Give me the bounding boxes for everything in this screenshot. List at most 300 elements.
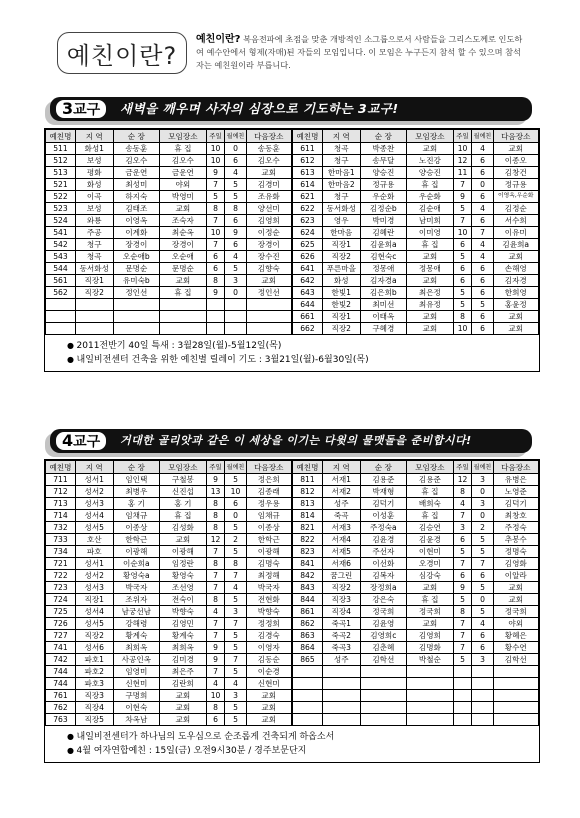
table-cell: 4 [225, 582, 246, 594]
table-row [293, 690, 539, 702]
table-cell: 한희영 [493, 287, 538, 299]
table-cell: 김명숙 [246, 558, 291, 570]
table-cell: 5 [225, 714, 246, 726]
table-cell: 한빛1 [322, 287, 360, 299]
table-cell: 김미경 [160, 654, 207, 666]
table-cell: 561 [46, 275, 76, 287]
table-cell: 성서2 [75, 570, 113, 582]
table-cell: 장경이 [246, 239, 291, 251]
table-cell: 휴 집 [407, 594, 454, 606]
table-cell: 김정순b [360, 203, 407, 215]
table-row [293, 594, 539, 606]
table-cell: 5 [225, 263, 246, 275]
table-row [293, 666, 539, 678]
table-cell: 7 [453, 618, 472, 630]
table-cell: 야외 [493, 618, 538, 630]
table-cell [246, 323, 291, 335]
table-cell: 0 [472, 510, 493, 522]
table-cell: 직장1 [322, 239, 360, 251]
table-cell: 844 [293, 594, 323, 606]
table-cell: 10 [206, 227, 225, 239]
table-cell: 6 [225, 498, 246, 510]
table-cell: 화성 [75, 179, 113, 191]
table-row [293, 251, 539, 263]
table-cell: 6 [225, 155, 246, 167]
table-cell: 정몽애 [407, 263, 454, 275]
table-cell: 이정순 [246, 227, 291, 239]
table-cell: 심강숙 [407, 570, 454, 582]
table-cell [113, 299, 160, 311]
table-cell: 교회 [246, 275, 291, 287]
table-cell: 오순애 [160, 251, 207, 263]
table-cell: 722 [46, 570, 76, 582]
table-cell: 9 [453, 191, 472, 203]
table-cell: 이유미 [493, 227, 538, 239]
table-cell: 김용준 [360, 474, 407, 486]
table-cell [246, 299, 291, 311]
table-row [46, 486, 292, 498]
table-cell: 7 [206, 630, 225, 642]
table-cell: 7 [453, 215, 472, 227]
table-row [293, 498, 539, 510]
table-row [46, 179, 292, 191]
table-cell: 744 [46, 678, 76, 690]
table-cell [493, 690, 538, 702]
table-cell: 541 [46, 227, 76, 239]
table-cell [225, 299, 246, 311]
table-cell: 성서5 [75, 522, 113, 534]
table-cell: 손해영 [493, 263, 538, 275]
table-cell [453, 678, 472, 690]
table-cell [453, 714, 472, 726]
table-cell: 10 [225, 486, 246, 498]
table-cell: 5 [472, 299, 493, 311]
table-cell [293, 714, 323, 726]
table-cell: 5 [225, 594, 246, 606]
table-cell [75, 323, 113, 335]
table-cell: 우순화 [360, 191, 407, 203]
table-cell: 정우용 [246, 498, 291, 510]
table-cell: 513 [46, 167, 76, 179]
column-header: 순 장 [113, 130, 160, 143]
table-cell: 최미선 [360, 299, 407, 311]
table-cell: 724 [46, 594, 76, 606]
section3-table-right [292, 129, 539, 335]
table-cell: 휴 집 [160, 287, 207, 299]
table-cell: 서재5 [322, 546, 360, 558]
table-cell: 10 [206, 155, 225, 167]
table-cell: 교회 [160, 275, 207, 287]
table-cell [322, 690, 360, 702]
table-cell: 황영숙a [113, 570, 160, 582]
table-cell [493, 714, 538, 726]
table-cell: 9 [206, 167, 225, 179]
table-cell: 김윤경 [360, 534, 407, 546]
table-cell: 금운연 [160, 167, 207, 179]
table-cell: 4 [453, 498, 472, 510]
table-row [293, 534, 539, 546]
table-cell: 노영준 [493, 486, 538, 498]
section4-number: 4 [62, 431, 74, 450]
table-row [293, 714, 539, 726]
table-cell: 711 [46, 474, 76, 486]
column-header: 예친명 [293, 461, 323, 474]
table-cell: 이성훈 [360, 510, 407, 522]
table-cell: 7 [453, 642, 472, 654]
table-cell [472, 690, 493, 702]
table-cell: 6 [472, 570, 493, 582]
section4-table-left [45, 460, 292, 726]
column-header: 순 장 [113, 461, 160, 474]
table-cell: 직장3 [322, 594, 360, 606]
table-cell: 7 [206, 666, 225, 678]
table-cell: 박재형 [360, 486, 407, 498]
table-cell: 교회 [246, 167, 291, 179]
column-header: 예친명 [46, 130, 76, 143]
section4-note-1: ● 내일비전센터가 하나님의 도우심으로 순조롭게 건축되게 하옵소서 [67, 730, 539, 744]
table-cell: 761 [46, 690, 76, 702]
table-cell: 622 [293, 203, 323, 215]
table-cell: 정규용 [493, 179, 538, 191]
table-cell: 9 [206, 654, 225, 666]
table-row [293, 215, 539, 227]
table-cell: 5 [225, 191, 246, 203]
table-cell: 5 [453, 287, 472, 299]
table-cell: 교회 [160, 534, 207, 546]
table-cell: 6 [453, 239, 472, 251]
table-cell: 12 [206, 534, 225, 546]
table-cell: 김복자 [360, 570, 407, 582]
column-header: 월예친 [225, 461, 246, 474]
table-cell: 장경이 [160, 239, 207, 251]
table-cell: 8 [453, 311, 472, 323]
table-cell: 죽곡1 [322, 618, 360, 630]
table-header-row [293, 461, 539, 474]
table-row [293, 167, 539, 179]
table-cell [493, 702, 538, 714]
table-cell: 9 [206, 474, 225, 486]
table-cell: 유병은 [493, 474, 538, 486]
column-header: 모임장소 [160, 461, 207, 474]
table-cell: 보성 [75, 155, 113, 167]
table-cell: 7 [225, 570, 246, 582]
table-cell: 직장3 [75, 690, 113, 702]
table-cell: 배희숙 [407, 498, 454, 510]
table-cell: 직장4 [75, 702, 113, 714]
table-cell: 김종래 [246, 486, 291, 498]
table-cell: 이영옥 [113, 215, 160, 227]
table-cell: 교회 [160, 714, 207, 726]
table-cell: 임정란 [160, 558, 207, 570]
table-cell: 성서3 [75, 582, 113, 594]
table-cell: 9 [225, 227, 246, 239]
table-cell: 5 [453, 594, 472, 606]
table-cell: 7 [206, 570, 225, 582]
table-cell: 4 [472, 203, 493, 215]
table-cell [407, 678, 454, 690]
table-cell: 611 [293, 143, 323, 155]
table-cell: 최순옥 [160, 227, 207, 239]
table-cell: 812 [293, 486, 323, 498]
table-row [46, 155, 292, 167]
table-row [46, 534, 292, 546]
column-header: 모임장소 [407, 461, 454, 474]
table-cell: 3 [472, 474, 493, 486]
table-cell: 화성1 [75, 143, 113, 155]
table-row [293, 143, 539, 155]
table-cell [293, 678, 323, 690]
table-cell: 621 [293, 191, 323, 203]
table-cell: 7 [472, 227, 493, 239]
table-cell: 643 [293, 287, 323, 299]
table-cell: 서재3 [322, 522, 360, 534]
section3-note-2: ● 내일비전센터 건축을 위한 예친별 릴레이 기도 : 3월21일(월)-6월30일(목) [67, 353, 539, 367]
table-cell [472, 702, 493, 714]
table-cell: 보성 [75, 203, 113, 215]
table-cell: 한빛2 [322, 299, 360, 311]
table-cell: 9 [206, 287, 225, 299]
table-cell: 763 [46, 714, 76, 726]
table-cell [46, 299, 76, 311]
table-cell: 교회 [493, 311, 538, 323]
table-cell: 김춘혜 [360, 642, 407, 654]
table-row [46, 606, 292, 618]
table-cell: 교회 [493, 594, 538, 606]
table-row [46, 215, 292, 227]
table-cell: 이현미 [407, 546, 454, 558]
table-cell: 0 [472, 594, 493, 606]
table-cell: 꿈그린 [322, 570, 360, 582]
table-cell [322, 666, 360, 678]
table-cell: 휴 집 [160, 510, 207, 522]
table-row [46, 167, 292, 179]
table-cell: 이알라 [493, 570, 538, 582]
table-cell: 유미숙b [113, 275, 160, 287]
table-cell [206, 323, 225, 335]
table-row [46, 690, 292, 702]
table-cell: 황계숙 [113, 630, 160, 642]
column-header: 월예친 [472, 461, 493, 474]
table-cell: 김순애 [407, 203, 454, 215]
table-row [46, 287, 292, 299]
table-cell: 6 [206, 714, 225, 726]
table-cell: 이태옥 [360, 311, 407, 323]
table-cell [293, 666, 323, 678]
table-cell: 문명순 [113, 263, 160, 275]
table-cell: 5 [453, 251, 472, 263]
table-cell: 642 [293, 275, 323, 287]
section4-caption [56, 432, 106, 450]
table-cell [407, 666, 454, 678]
table-cell: 서수희 [493, 215, 538, 227]
table-row [293, 179, 539, 191]
table-cell: 5 [225, 666, 246, 678]
column-header: 월예친 [225, 130, 246, 143]
table-cell: 송동훈 [246, 143, 291, 155]
table-cell: 정국희 [407, 606, 454, 618]
table-cell: 오순애b [113, 251, 160, 263]
section4-note-2: ● 4월 여자연합예친 : 15일(금) 오전9시30분 / 경주보문단지 [67, 744, 539, 758]
table-cell: 성주 [322, 654, 360, 666]
column-header: 지 역 [322, 130, 360, 143]
table-cell: 청곡 [322, 143, 360, 155]
table-cell: 3 [453, 522, 472, 534]
table-cell: 임인택 [113, 474, 160, 486]
table-cell: 5 [225, 546, 246, 558]
table-cell: 주정숙 [493, 522, 538, 534]
table-cell [293, 690, 323, 702]
table-cell: 금운연 [113, 167, 160, 179]
section3-table-left [45, 129, 292, 335]
table-cell: 직장5 [75, 714, 113, 726]
table-cell: 562 [46, 287, 76, 299]
table-cell [472, 714, 493, 726]
table-cell: 3 [225, 606, 246, 618]
table-cell: 한학근 [246, 534, 291, 546]
table-cell: 신현미 [113, 678, 160, 690]
table-cell: 5 [472, 534, 493, 546]
table-cell: 죽곡3 [322, 642, 360, 654]
table-cell: 8 [206, 558, 225, 570]
table-row [293, 239, 539, 251]
table-cell: 543 [46, 251, 76, 263]
table-row [46, 299, 292, 311]
table-cell: 파호1 [75, 654, 113, 666]
table-row [46, 323, 292, 335]
table-row [293, 299, 539, 311]
table-cell: 한마음 [322, 227, 360, 239]
table-cell: 4 [225, 678, 246, 690]
table-cell: 교회 [160, 690, 207, 702]
table-cell: 821 [293, 522, 323, 534]
table-cell: 신진섭 [160, 486, 207, 498]
table-cell: 최은주 [160, 666, 207, 678]
table-cell: 우순화 [407, 191, 454, 203]
table-cell [113, 323, 160, 335]
table-cell [322, 702, 360, 714]
table-cell: 626 [293, 251, 323, 263]
table-cell: 823 [293, 546, 323, 558]
table-cell: 서재6 [322, 558, 360, 570]
table-cell: 황수연 [493, 642, 538, 654]
table-cell: 8 [206, 594, 225, 606]
table-cell: 3 [225, 275, 246, 287]
table-cell: 김오수 [246, 155, 291, 167]
table-cell [46, 323, 76, 335]
table-cell: 김경미 [246, 179, 291, 191]
table-cell [206, 299, 225, 311]
table-cell: 5 [206, 191, 225, 203]
table-row [46, 582, 292, 594]
table-cell: 542 [46, 239, 76, 251]
table-cell: 7 [206, 546, 225, 558]
table-cell: 송동훈 [113, 143, 160, 155]
table-cell: 12 [453, 155, 472, 167]
column-header: 주일 [206, 461, 225, 474]
table-cell: 직장2 [322, 251, 360, 263]
column-header: 다음장소 [493, 461, 538, 474]
table-cell: 김오수 [113, 155, 160, 167]
table-cell: 야외 [160, 179, 207, 191]
table-cell: 623 [293, 215, 323, 227]
table-cell: 임채규 [113, 510, 160, 522]
table-cell: 721 [46, 558, 76, 570]
table-cell: 4 [472, 239, 493, 251]
table-cell: 성서1 [75, 474, 113, 486]
table-cell: 744 [46, 666, 76, 678]
table-cell: 842 [293, 570, 323, 582]
table-row [46, 522, 292, 534]
table-cell: 영우 [322, 215, 360, 227]
table-cell: 0 [472, 486, 493, 498]
table-cell [407, 714, 454, 726]
table-cell: 624 [293, 227, 323, 239]
section4-label: 교구 [73, 434, 101, 450]
table-cell: 한학근 [113, 534, 160, 546]
table-row [293, 227, 539, 239]
section4-table-right [292, 460, 539, 726]
table-cell [225, 311, 246, 323]
table-row [46, 251, 292, 263]
table-cell: 교회 [160, 702, 207, 714]
table-row [293, 618, 539, 630]
table-cell [453, 666, 472, 678]
table-cell: 762 [46, 702, 76, 714]
table-cell: 6 [472, 642, 493, 654]
table-cell: 6 [206, 263, 225, 275]
table-cell: 8 [206, 203, 225, 215]
table-cell: 교회 [246, 690, 291, 702]
table-row [46, 594, 292, 606]
table-cell: 9 [206, 642, 225, 654]
intro-paragraph [196, 33, 526, 72]
table-cell: 822 [293, 534, 323, 546]
table-cell: 0 [472, 179, 493, 191]
table-cell: 서재2 [322, 486, 360, 498]
table-cell: 정명숙 [493, 546, 538, 558]
column-header: 순 장 [360, 130, 407, 143]
table-cell [322, 714, 360, 726]
table-cell: 6 [472, 191, 493, 203]
table-cell: 조위자 [113, 594, 160, 606]
table-cell: 이영옥,우순화 [493, 191, 538, 203]
table-cell: 12 [453, 474, 472, 486]
table-cell: 이종상 [113, 522, 160, 534]
column-header: 예친명 [293, 130, 323, 143]
table-cell [472, 666, 493, 678]
table-cell: 성서4 [75, 606, 113, 618]
table-cell: 이종오 [493, 155, 538, 167]
table-cell: 8 [453, 606, 472, 618]
table-row [46, 275, 292, 287]
table-cell: 6 [453, 263, 472, 275]
table-cell: 양선미 [246, 203, 291, 215]
table-cell: 홍 기 [113, 498, 160, 510]
table-cell: 6 [472, 263, 493, 275]
section3-title-bar [50, 97, 532, 121]
table-cell: 522 [46, 191, 76, 203]
table-cell: 조선영 [160, 582, 207, 594]
table-cell: 625 [293, 239, 323, 251]
table-row [293, 678, 539, 690]
table-row [293, 203, 539, 215]
table-cell: 양승진 [360, 167, 407, 179]
table-cell: 732 [46, 522, 76, 534]
table-cell: 동서화성 [322, 203, 360, 215]
table-cell: 휴 집 [160, 143, 207, 155]
table-row [293, 642, 539, 654]
table-cell: 712 [46, 486, 76, 498]
